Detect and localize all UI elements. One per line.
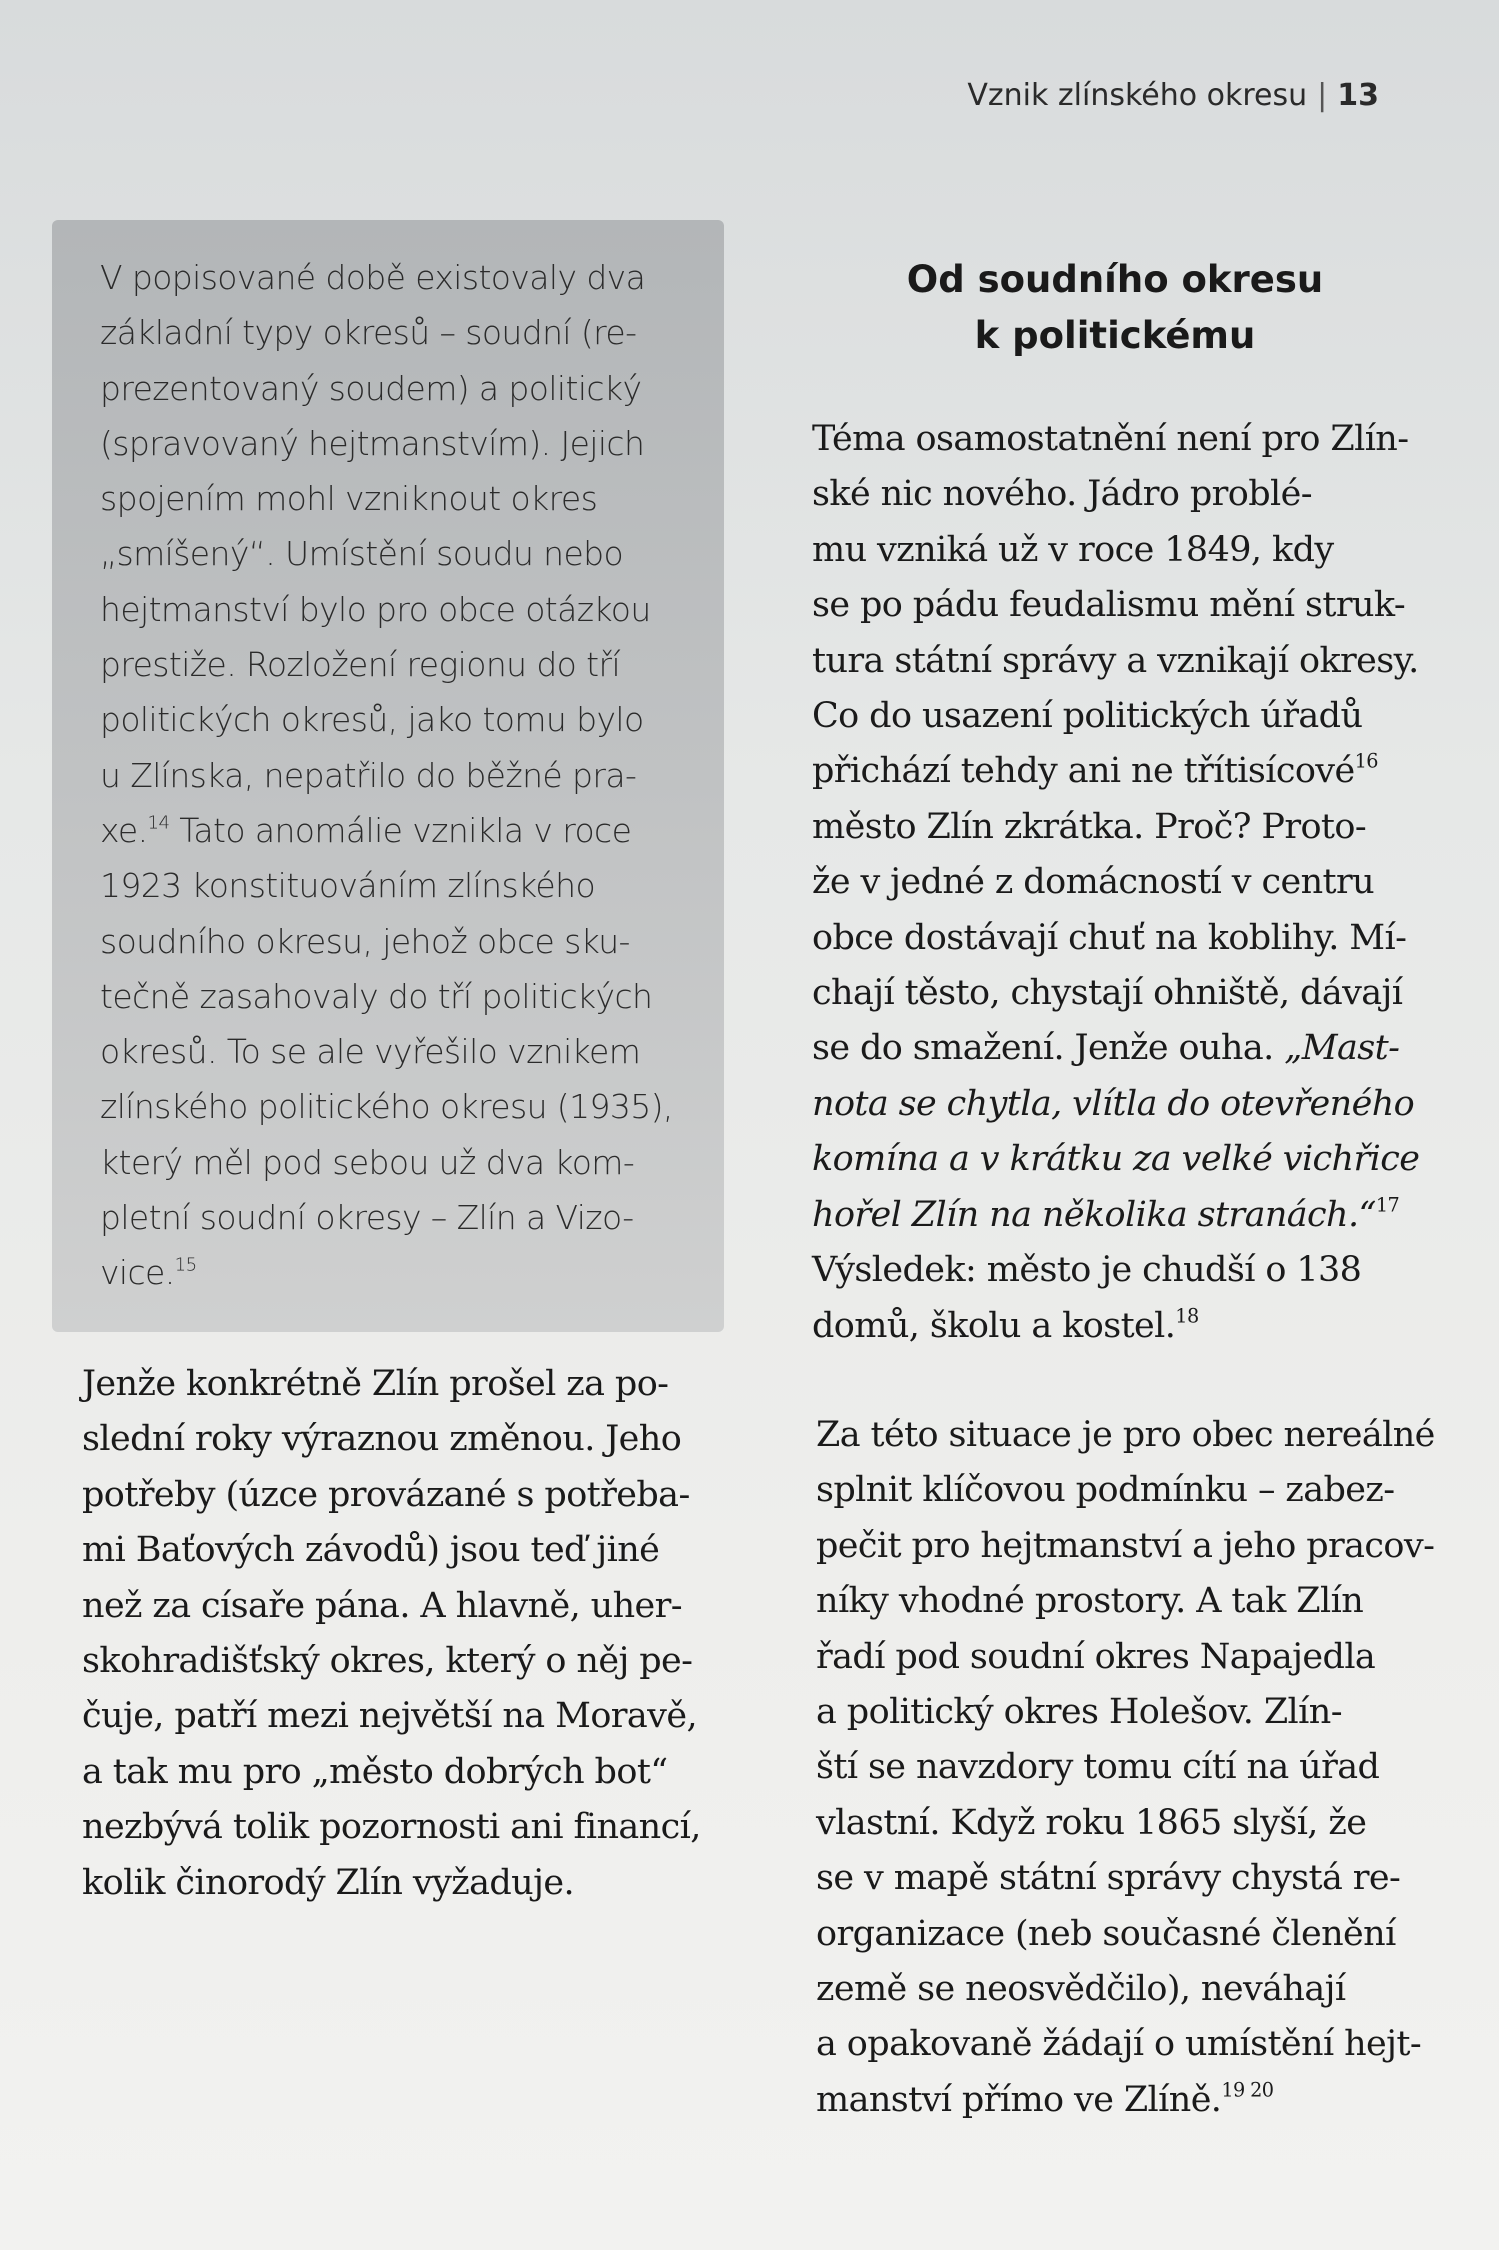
sidebar-line: u Zlínska, nepatřilo do běžné pra- (100, 755, 637, 795)
text-line (812, 1299, 1419, 1354)
text-line (816, 2073, 1435, 2128)
sidebar-line: soudního okresu, jehož obce sku- (100, 921, 630, 961)
text-line: řadí pod soudní okres Napajedla (816, 1636, 1376, 1677)
sidebar-text: xe. (100, 810, 148, 850)
text-span: domů, školu a kostel. (812, 1305, 1176, 1346)
separator: | (1317, 78, 1328, 113)
left-paragraph (82, 1357, 701, 1911)
text-line: Téma osamostatnění není pro Zlín- (812, 419, 1409, 459)
text-line: a tak mu pro „město dobrých bot“ (82, 1751, 668, 1792)
text-line: země se neosvědčilo), neváhají (816, 1969, 1346, 2010)
quote-text: komína a v krátku za velké vichřice (812, 1139, 1420, 1180)
footnote-ref: 17 (1375, 1193, 1400, 1217)
sidebar-line: V popisované době existovaly dva (100, 258, 646, 297)
text-line: než za císaře pána. A hlavně, uher- (82, 1585, 683, 1626)
text-line (812, 1077, 1419, 1132)
footnote-ref: 16 (1354, 750, 1378, 773)
text-line: tura státní správy a vznikají okresy. (812, 640, 1419, 681)
running-head (967, 78, 1379, 113)
text-line: vlastní. Když roku 1865 slyší, že (816, 1802, 1367, 1843)
footnote-ref: 19 20 (1221, 2078, 1274, 2102)
text-line: že v jedné z domácností v centru (812, 862, 1375, 903)
section-heading (790, 252, 1440, 364)
sidebar-line: tečně zasahovaly do tří politických (100, 976, 653, 1016)
text-span: se do smažení. Jenže ouha. (812, 1028, 1285, 1069)
sidebar-line: politických okresů, jako tomu bylo (100, 700, 644, 740)
sidebar-line: „smíšený“. Umístění soudu nebo (100, 534, 624, 574)
text-line: pečit pro hejtmanství a jeho pracov- (816, 1525, 1435, 1566)
text-line: se v mapě státní správy chystá re- (816, 1858, 1401, 1899)
text-line: nezbývá tolik pozornosti ani financí, (82, 1807, 701, 1848)
text-line (812, 1188, 1419, 1243)
text-line: Za této situace je pro obec nereálné (816, 1415, 1435, 1455)
text-line: ští se navzdory tomu cítí na úřad (816, 1747, 1380, 1788)
text-line: níky vhodné prostory. A tak Zlín (816, 1581, 1364, 1622)
section-title: Vznik zlínského okresu (967, 78, 1308, 113)
sidebar-line (100, 803, 684, 858)
sidebar-line: okresů. To se ale vyřešilo vznikem (100, 1032, 641, 1072)
text-line: mu vzniká už v roce 1849, kdy (812, 529, 1334, 570)
text-span: přichází tehdy ani ne třítisícové (812, 751, 1355, 792)
text-line: a opakovaně žádají o umístění hejt- (816, 2024, 1422, 2065)
text-line: Jenže konkrétně Zlín prošel za po- (82, 1364, 669, 1404)
text-line: a politický okres Holešov. Zlín- (816, 1692, 1342, 1733)
text-line: chají těsto, chystají ohniště, dávají (812, 973, 1403, 1014)
heading-line: Od soudního okresu (906, 258, 1324, 301)
sidebar-line: který měl pod sebou už dva kom- (100, 1142, 635, 1182)
sidebar-line: základní typy okresů – soudní (re- (100, 313, 637, 353)
text-line: skohradišťský okres, který o něj pe- (82, 1641, 693, 1682)
footnote-ref: 15 (174, 1254, 197, 1276)
sidebar-line: hejtmanství bylo pro obce otázkou (100, 589, 651, 629)
text-line: potřeby (úzce provázané s potřeba- (82, 1474, 690, 1515)
footnote-ref: 14 (147, 812, 170, 834)
heading-line: k politickému (974, 314, 1256, 357)
sidebar-line: spojením mohl vzniknout okres (100, 479, 598, 519)
text-line: organizace (neb současné členění (816, 1913, 1396, 1954)
sidebar-text: Tato anomálie vznikla v roce (169, 810, 632, 850)
sidebar-text: vice. (100, 1253, 175, 1293)
quote-text: „Mast- (1284, 1028, 1400, 1069)
text-line (812, 1132, 1419, 1187)
text-line: ské nic nového. Jádro problé- (812, 474, 1312, 515)
sidebar-line: (spravovaný hejtmanstvím). Jejich (100, 423, 645, 463)
text-line: Výsledek: město je chudší o 138 (812, 1250, 1362, 1291)
text-line: slední roky výraznou změnou. Jeho (82, 1419, 682, 1460)
text-line: splnit klíčovou podmínku – zabez- (816, 1470, 1395, 1511)
sidebar-box (52, 220, 724, 1332)
sidebar-line (100, 1245, 684, 1300)
text-line: čuje, patří mezi největší na Moravě, (82, 1696, 697, 1737)
quote-text: nota se chytla, vlítla do otevřeného (812, 1083, 1415, 1124)
text-line (812, 744, 1419, 799)
right-paragraph-2 (816, 1408, 1435, 2128)
text-span: manství přímo ve Zlíně. (816, 2079, 1222, 2120)
text-line: Co do usazení politických úřadů (812, 696, 1363, 737)
text-line: obce dostávají chuť na koblihy. Mí- (812, 917, 1407, 958)
sidebar-line: 1923 konstituováním zlínského (100, 866, 596, 906)
right-paragraph-1 (812, 412, 1419, 1354)
sidebar-line: prezentovaný soudem) a politický (100, 368, 642, 408)
text-line: kolik činorodý Zlín vyžaduje. (82, 1862, 574, 1903)
text-line: město Zlín zkrátka. Proč? Proto- (812, 806, 1367, 847)
quote-text: hořel Zlín na několika stranách.“ (812, 1194, 1376, 1235)
text-line: se po pádu feudalismu mění struk- (812, 585, 1406, 626)
footnote-ref: 18 (1175, 1304, 1199, 1328)
sidebar-line: prestiže. Rozložení regionu do tří (100, 645, 621, 685)
text-line (812, 1021, 1419, 1076)
sidebar-line: pletní soudní okresy – Zlín a Vizo- (100, 1198, 634, 1238)
page-number: 13 (1337, 78, 1379, 113)
sidebar-line: zlínského politického okresu (1935), (100, 1087, 673, 1127)
text-line: mi Baťových závodů) jsou teď jiné (82, 1530, 660, 1571)
